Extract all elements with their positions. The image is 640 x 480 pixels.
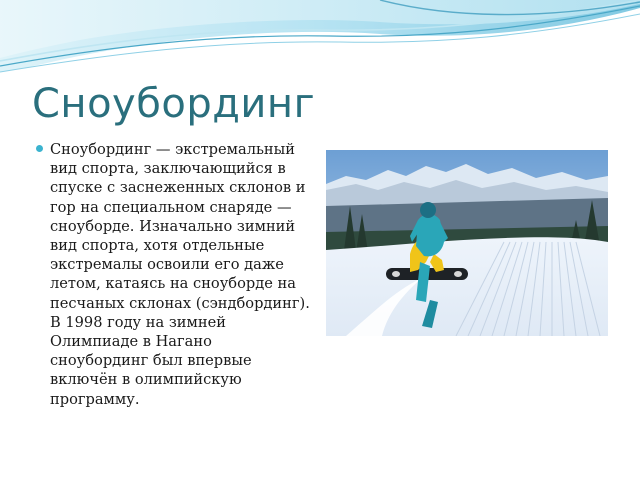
bullet-text: Сноубординг — экстремальный вид спорта, заключающийся в спуске с заснеженных склонов и гор на специальном снаряде — сноуборде. Изначально зимний вид спорта, хотя отдельные экстремалы освоили его даже летом, катаясь на сноуборде на песчаных склонах (сэндбординг). В 1998 году на зимней Олимпиаде в Нагано сноубординг был впервые включён в олимпийскую программу. — [50, 141, 310, 408]
decorative-wave-header — [0, 0, 640, 80]
slide-title: Сноубординг — [32, 81, 316, 127]
bullet-item — [34, 140, 312, 409]
slide-body — [34, 140, 312, 409]
snowboarder-photo — [326, 150, 608, 336]
bullet-dot-icon — [36, 145, 43, 152]
